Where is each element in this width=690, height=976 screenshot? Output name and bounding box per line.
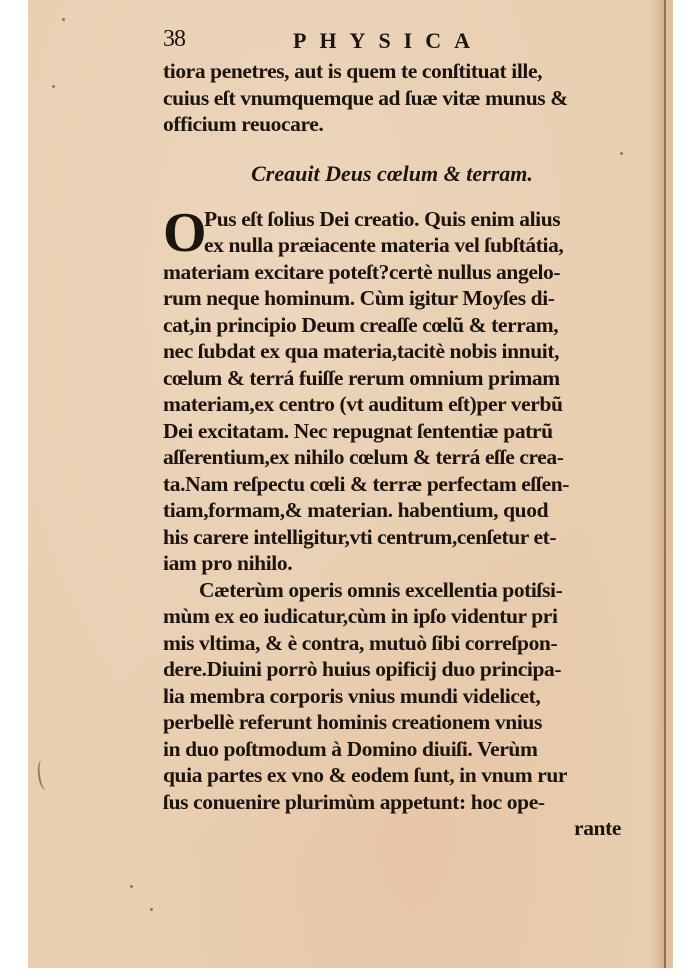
page-text — [163, 24, 621, 842]
gutter-shadow — [650, 0, 664, 968]
text-line: cœlum & terrá fuiſſe rerum omnium primam — [163, 365, 560, 390]
paper-speck — [130, 885, 133, 888]
text-line: nec ſubdat ex qua materia,tacitè nobis innuit, — [163, 339, 560, 363]
drop-cap: O — [163, 201, 207, 264]
text-line: mis vltima, & è contra, mutuò ſibi correſpon- — [163, 630, 558, 655]
page-header — [163, 24, 621, 58]
text-line: quia partes ex vno & eodem ſunt, in vnum rur — [163, 763, 568, 787]
text-line: lia membra corporis vnius mundi videlicet, — [163, 683, 541, 708]
text-line: ſus conuenire plurimùm appetunt: hoc ope- — [163, 789, 545, 814]
text-line: Dei excitatam. Nec repugnat ſententiæ patrũ — [163, 418, 553, 443]
text-line: iam pro nihilo. — [163, 551, 293, 575]
text-line: in duo poſtmodum à Domino diuiſi. Verùm — [163, 736, 538, 761]
text-line: Pus eſt ſolius Dei creatio. Quis enim alius — [204, 206, 561, 231]
text-line: cat,in principio Deum creaſſe cœlũ & terram, — [163, 312, 559, 337]
text-line: aſſerentium,ex nihilo cœlum & terrá eſſe crea- — [163, 445, 564, 469]
section-title: Creauit Deus cœlum & terram. — [251, 160, 533, 186]
catchword: rante — [574, 816, 621, 840]
text-line: ta.Nam reſpectu cœli & terræ perfectam eſſen- — [163, 471, 570, 496]
text-line: cuius eſt vnumquemque ad ſuæ vitæ munus & — [163, 85, 568, 110]
page-number: 38 — [163, 26, 185, 52]
text-line: Cæterùm operis omnis excellentia potiſsi- — [199, 577, 563, 602]
page-edge — [666, 0, 673, 968]
text-line: perbellè referunt hominis creationem vnius — [163, 710, 542, 734]
paragraph — [163, 577, 621, 842]
text-line: officium reuocare. — [163, 112, 324, 136]
running-head: PHYSICA — [293, 28, 484, 53]
text-line: ex nulla præiacente materia vel ſubſtátia, — [204, 233, 564, 257]
text-line: mùm ex eo iudicatur,cùm in ipſo videntur pri — [163, 604, 558, 628]
text-line: tiam,formam,& materian. habentium, quod — [163, 498, 549, 522]
paper-speck — [150, 908, 153, 911]
paragraph — [163, 201, 621, 577]
text-line: materiam,ex centro (vt auditum eſt)per verbũ — [163, 392, 563, 416]
text-line: his carere intelligitur,vti centrum,cenſetur et- — [163, 524, 557, 549]
text-line: dere.Diuini porrò huius opificij duo principa- — [163, 657, 562, 681]
continuation-lines — [163, 58, 621, 138]
paper-speck — [62, 18, 65, 21]
text-line: materiam excitare poteſt?certè nullus angelo- — [163, 259, 561, 284]
text-line: tiora penetres, aut is quem te conſtituat ille, — [163, 59, 543, 83]
paper-speck — [52, 85, 55, 88]
text-line: rum neque hominum. Cùm igitur Moyſes di- — [163, 286, 555, 310]
